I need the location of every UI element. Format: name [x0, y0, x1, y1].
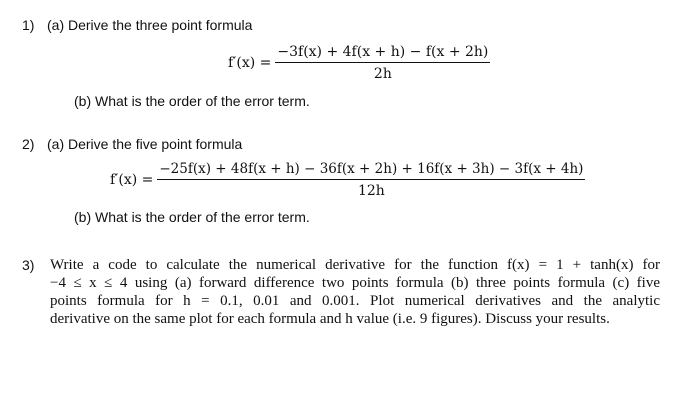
- problem-1-part-b: (b) What is the order of the error term.: [74, 93, 310, 109]
- problem-2-number: 2): [22, 136, 35, 152]
- problem-2-formula: [110, 161, 585, 199]
- problem-3-number: 3): [22, 257, 35, 273]
- formula-numerator: −3f(x) + 4f(x + h) − f(x + 2h): [277, 44, 489, 60]
- formula-fraction: [275, 44, 490, 82]
- problem-1-formula: [228, 44, 490, 82]
- problem-1-number: 1): [22, 17, 35, 33]
- formula-fraction: [157, 161, 585, 199]
- problem-3-line: points formula for h = 0.1, 0.01 and 0.001. Plot numerical derivatives and the analytic: [50, 293, 660, 309]
- formula-lhs: f′(x) =: [228, 55, 272, 71]
- problem-1-part-a: (a) Derive the three point formula: [47, 17, 253, 33]
- formula-denominator: 2h: [373, 66, 392, 82]
- formula-denominator: 12h: [357, 183, 385, 199]
- problem-3-line: Write a code to calculate the numerical derivative for the function f(x) = 1 + tanh(x) for: [50, 257, 660, 273]
- formula-lhs: f′(x) =: [110, 172, 154, 188]
- problem-2-part-a: (a) Derive the five point formula: [47, 136, 243, 152]
- problem-3-text: [50, 256, 660, 328]
- formula-numerator: −25f(x) + 48f(x + h) − 36f(x + 2h) + 16f(x + 3h) − 3f(x + 4h): [159, 161, 584, 177]
- problem-2-part-b: (b) What is the order of the error term.: [74, 209, 310, 225]
- problem-3-line: derivative on the same plot for each formula and h value (i.e. 9 figures). Discuss your results.: [50, 311, 610, 327]
- problem-3-line: −4 ≤ x ≤ 4 using (a) forward difference two points formula (b) three points formula (c) five: [50, 275, 660, 291]
